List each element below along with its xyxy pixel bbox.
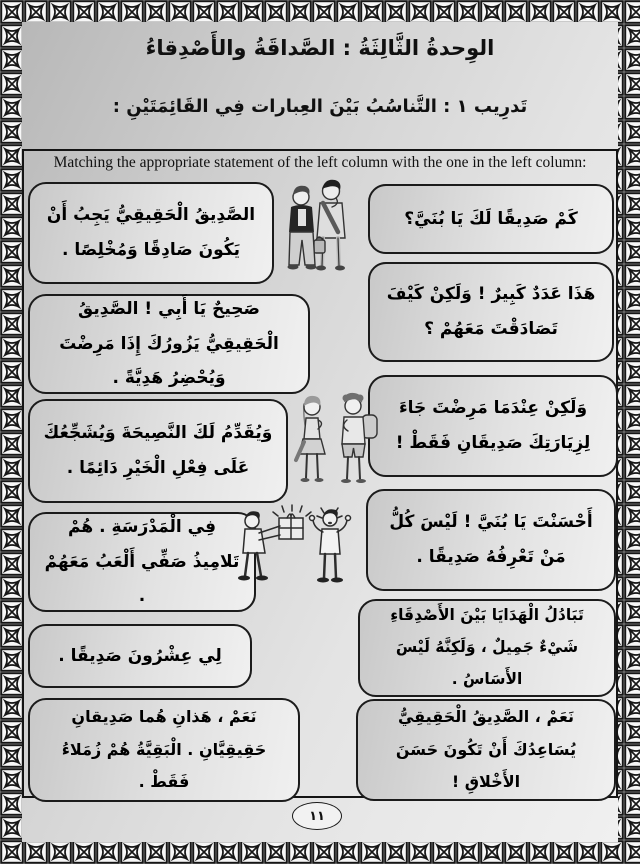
statement-text: صَحِيحٌ يَا أَبِي ! الصَّدِيقُ الْحَقِيقِيُّ يَزُورُكَ إِذَا مَرِضْتَ وَيُحْضِرُ هَدِيَّةً . — [59, 298, 279, 389]
statement-text: الصَّدِيقُ الْحَقِيقِيُّ يَجِبُ أَنْ يَكُونَ صَادِقًا وَمُخْلِصًا . — [46, 205, 256, 260]
statement-text: نَعَمْ ، الصَّدِيقُ الْحَقِيقِيُّ يُسَاعِدُكَ أَنْ تَكُونَ حَسَنَ الأَخْلاقِ ! — [395, 706, 577, 792]
statement-box-left-5[interactable] — [28, 624, 252, 688]
two-friends-standing-illustration — [268, 176, 368, 276]
statement-text: تَبَادُلُ الْهَدَايَا بَيْنَ الأَصْدِقَاءِ شَيْءٌ جَمِيلٌ ، وَلَكِنَّهُ لَيْسَ الأَسَاسُ . — [390, 606, 584, 688]
statement-box-left-3[interactable] — [28, 399, 288, 503]
statement-box-left-4[interactable] — [28, 512, 256, 612]
exercise-title: تَدرِيب ١ : التَّناسُبُ بَيْنَ العِبارات فِي القَائِمَتَيْنِ : — [112, 96, 528, 117]
statement-text: وَلَكِنْ عِنْدَمَا مَرِضْتَ جَاءَ لِزِيَارَتِكَ صَدِيقَانِ فَقَطْ ! — [395, 398, 591, 453]
statement-text: هَذَا عَدَدٌ كَبِيرٌ ! وَلَكِنْ كَيْفَ تَصَادَقْتَ مَعَهُمْ ؟ — [386, 284, 596, 339]
statement-text: أَحْسَنْتَ يَا بُنَيَّ ! لَيْسَ كُلُّ مَنْ تَعْرِفُهُ صَدِيقًا . — [389, 512, 593, 567]
statement-box-right-3[interactable] — [368, 375, 618, 477]
statement-box-left-6[interactable] — [28, 698, 300, 802]
unit-title: الوِحدةُ الثَّالِثَةُ : الصَّداقَةُ والأَصْدِقاءُ — [145, 36, 495, 60]
statement-box-left-1[interactable] — [28, 182, 274, 284]
statement-text: كَمْ صَدِيقًا لَكَ يَا بُنَيَّ؟ — [404, 208, 578, 229]
statement-text: نَعَمْ ، هَذانِ هُما صَدِيقانِ حَقِيقِيَّانِ . الْبَقِيَّةُ هُمْ زُمَلاءُ فَقَطْ . — [61, 706, 267, 792]
statement-box-right-5[interactable] — [358, 599, 616, 697]
page-number: ١١ — [309, 808, 325, 824]
statement-text: فِي الْمَدْرَسَةِ . هُمْ تَلامِيذُ صَفِّي أَلْعَبُ مَعَهُمْ . — [44, 516, 240, 607]
statement-box-right-4[interactable] — [366, 489, 616, 591]
page-number-badge — [292, 802, 342, 830]
statement-box-right-6[interactable] — [356, 699, 616, 801]
statement-text: لِي عِشْرُونَ صَدِيقًا . — [58, 645, 222, 666]
gift-giving-illustration — [226, 504, 354, 586]
girl-and-boy-talking-illustration — [282, 386, 388, 488]
statement-box-right-1[interactable] — [368, 184, 614, 254]
statement-box-right-2[interactable] — [368, 262, 614, 362]
statement-box-left-2[interactable] — [28, 294, 310, 394]
instruction-english: Matching the appropriate statement of the left column with the one in the left column: — [53, 154, 587, 171]
statement-text: وَيُقَدِّمُ لَكَ النَّصِيحَةَ وَيُشَجِّعُكَ عَلَى فِعْلِ الْخَيْرِ دَائِمًا . — [43, 423, 273, 478]
